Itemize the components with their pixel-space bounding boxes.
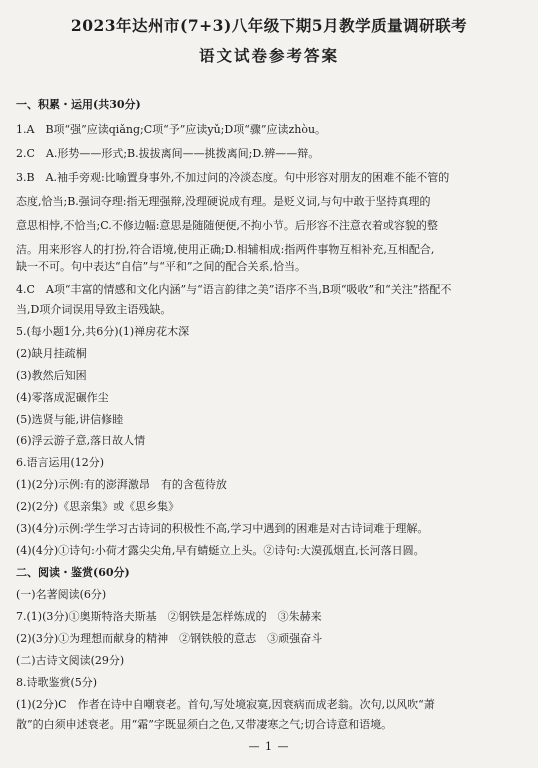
answer-line: 3.B A.袖手旁观:比喻置身事外,不加过问的冷淡态度。句中形容对朋友的困难不能不管的 — [16, 171, 450, 184]
page-number: — 1 — — [248, 740, 290, 753]
answer-line: 2.C A.形势——形式;B.拔拔离间——挑拨离间;D.辨——辩。 — [16, 147, 320, 160]
answer-line: 6.语言运用(12分) — [16, 456, 105, 469]
subsection-heading: (二)古诗文阅读(29分) — [16, 654, 125, 667]
section-heading-1: 一、积累・运用(共30分) — [16, 98, 141, 111]
answer-line: 1.A B项“强”应读qiǎng;C项“予”应读yǔ;D项“骤”应读zhòu。 — [16, 123, 327, 136]
answer-line: 当,D项介词误用导致主语残缺。 — [16, 303, 172, 316]
document-title: 2023年达州市(7+3)八年级下期5月教学质量调研联考 — [70, 16, 468, 35]
answer-line: 5.(每小题1分,共6分)(1)禅房花木深 — [16, 325, 190, 338]
answer-line: 意思相悖,不恰当;C.不修边幅:意思是随随便便,不拘小节。后形容不注意衣着或容貌的整 — [16, 219, 438, 232]
document-subtitle: 语文试卷参考答案 — [198, 46, 339, 65]
section-heading-2: 二、阅读・鉴赏(60分) — [16, 566, 130, 579]
answer-line: (3)(4分)示例:学生学习古诗词的积极性不高,学习中遇到的困难是对古诗词难于理解。 — [16, 522, 429, 535]
answer-line: (6)浮云游子意,落日故人情 — [16, 434, 146, 447]
answer-line: (1)(2分)C 作者在诗中自嘲衰老。首句,写处境寂寞,因衰病而成老翁。次句,以风吹“萧 — [16, 698, 435, 711]
answer-line: (1)(2分)示例:有的澎湃激昂 有的含苞待放 — [16, 478, 227, 491]
answer-line: 缺一不可。句中表达“自信”与“平和”之间的配合关系,恰当。 — [16, 260, 306, 273]
answer-line: (2)缺月挂疏桐 — [16, 347, 87, 360]
answer-line: 8.诗歌鉴赏(5分) — [16, 676, 98, 689]
answer-line: (4)零落成泥碾作尘 — [16, 391, 109, 404]
subsection-heading: (一)名著阅读(6分) — [16, 588, 107, 601]
answer-line: (2)(3分)①为理想而献身的精神 ②钢铁般的意志 ③顽强奋斗 — [16, 632, 323, 645]
answer-line: 散”的白须申述衰老。用“霜”字既显须白之色,又带凄寒之气;切合诗意和语境。 — [16, 718, 393, 731]
answer-line: (2)(2分)《思亲集》或《思乡集》 — [16, 500, 180, 513]
answer-line: (4)(4分)①诗句:小荷才露尖尖角,早有蜻蜓立上头。②诗句:大漠孤烟直,长河落日圆。 — [16, 544, 425, 557]
answer-line: 态度,恰当;B.强词夺理:指无理强辩,没理硬说成有理。是贬义词,与句中敢于坚持真理的 — [16, 195, 431, 208]
answer-line: 7.(1)(3分)①奥斯特洛夫斯基 ②钢铁是怎样炼成的 ③朱赫来 — [16, 610, 322, 623]
answer-line: 洁。用来形容人的打扮,符合语境,使用正确;D.相辅相成:指两件事物互相补充,互相配合, — [16, 243, 435, 256]
answer-line: (3)教然后知困 — [16, 369, 87, 382]
answer-line: (5)选贤与能,讲信修睦 — [16, 413, 124, 426]
answer-line: 4.C A项“丰富的情感和文化内涵”与“语言韵律之美”语序不当,B项“吸收”和“关注”搭配不 — [16, 283, 452, 296]
